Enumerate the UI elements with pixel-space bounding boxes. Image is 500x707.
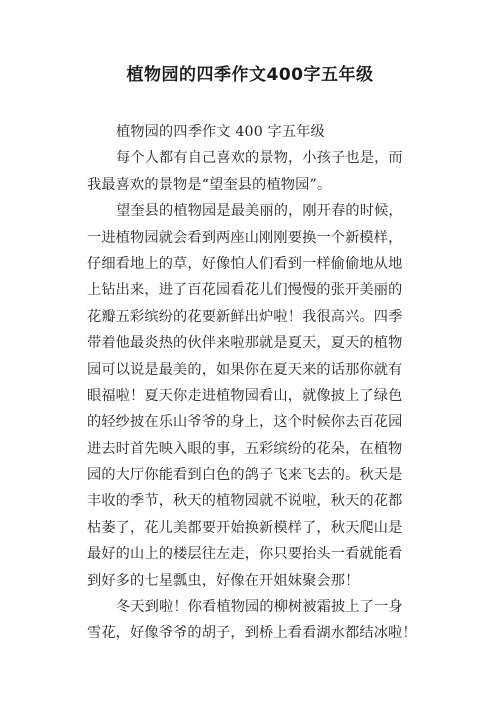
text-line: 的轻纱披在乐山爷爷的身上，这个时候你去百花园 (87, 414, 403, 431)
text-line: 园可以说是最美的，如果你在夏天来的话那你就有 (87, 361, 403, 378)
text-line: 园的大厅你能看到白色的鸽子飞来飞去的。秋天是 (87, 467, 403, 484)
text-line: 仔细看地上的草，好像怕人们看到一样偷偷地从地 (87, 255, 403, 272)
text-line: 枯萎了，花儿美都要开始换新模样了，秋天爬山是 (87, 519, 403, 536)
text-line: 眼福啦！夏天你走进植物园看山，就像披上了绿色 (87, 387, 403, 404)
text-line: 丰收的季节，秋天的植物园就不说啦，秋天的花都 (87, 493, 403, 510)
text-line: 到好多的七星瓢虫，好像在开姐妹聚会那！ (87, 572, 360, 589)
text-line: 植物园的四季作文 400 字五年级 (116, 124, 325, 140)
text-line: 我最喜欢的景物是“望奎县的植物园”。 (87, 176, 332, 193)
text-line: 望奎县的植物园是最美丽的，刚开春的时候， (116, 203, 403, 220)
text-line: 进去时首先映入眼的事，五彩缤纷的花朵，在植物 (87, 440, 403, 457)
text-line: 一进植物园就会看到两座山刚刚要换一个新模样， (87, 229, 403, 246)
text-line: 带着他最炎热的伙伴来啦那就是夏天，夏天的植物 (87, 335, 403, 352)
document-body (87, 119, 417, 647)
text-line: 每个人都有自己喜欢的景物，小孩子也是，而 (116, 150, 403, 167)
document-title: 植物园的四季作文400字五年级 (126, 65, 374, 85)
text-line: 上钻出来，进了百花园看花儿们慢慢的张开美丽的 (87, 282, 403, 299)
text-line: 冬天到啦！你看植物园的柳树被霜披上了一身 (116, 599, 403, 616)
text-line: 最好的山上的楼层往左走，你只要抬头一看就能看 (87, 546, 403, 563)
text-line: 花瓣五彩缤纷的花要新鲜出炉啦！我很高兴。四季 (87, 308, 403, 325)
text-line: 雪花，好像爷爷的胡子，到桥上看看湖水都结冰啦！ (87, 625, 417, 642)
